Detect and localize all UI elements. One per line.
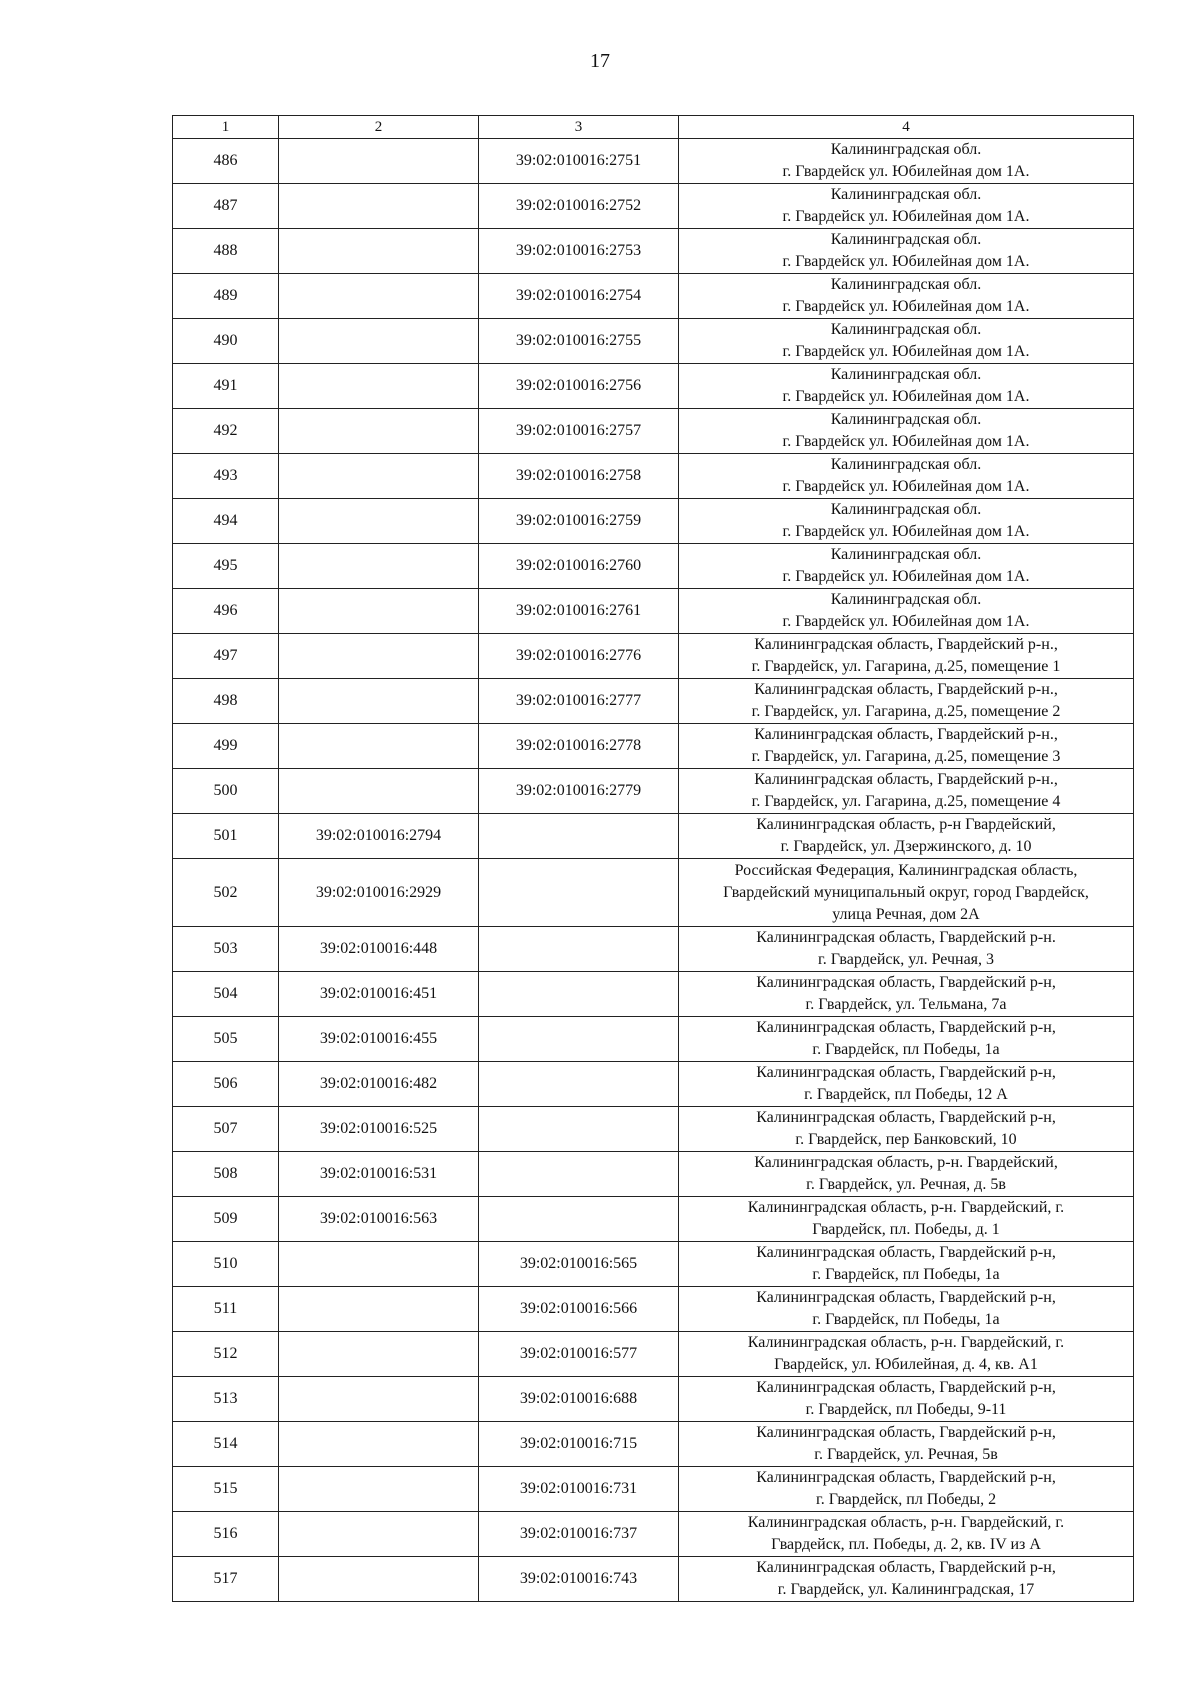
cadastral-number-cell-col2: 39:02:010016:525: [279, 1107, 479, 1152]
table-row: [173, 1017, 1134, 1062]
row-number-cell: 511: [173, 1287, 279, 1332]
cadastral-number-cell-col2: [279, 1377, 479, 1422]
cadastral-number-cell-col2: [279, 184, 479, 229]
cadastral-number-cell-col3: 39:02:010016:688: [479, 1377, 679, 1422]
row-number-cell: 491: [173, 364, 279, 409]
row-number-cell: 495: [173, 544, 279, 589]
cadastral-number-cell-col2: 39:02:010016:2929: [279, 859, 479, 927]
row-number-cell: 488: [173, 229, 279, 274]
cadastral-number-cell-col2: [279, 1287, 479, 1332]
address-cell: Калининградская область, Гвардейский р-н, г. Гвардейск, пл Победы, 1а: [679, 1242, 1134, 1287]
cadastral-number-cell-col2: [279, 1422, 479, 1467]
table-row: [173, 1197, 1134, 1242]
address-cell: Калининградская область, Гвардейский р-н, г. Гвардейск, ул. Тельмана, 7а: [679, 972, 1134, 1017]
cadastral-number-cell-col3: 39:02:010016:2777: [479, 679, 679, 724]
cadastral-number-cell-col2: [279, 544, 479, 589]
cadastral-number-cell-col3: 39:02:010016:2760: [479, 544, 679, 589]
cadastral-number-cell-col2: 39:02:010016:2794: [279, 814, 479, 859]
cadastral-number-cell-col3: 39:02:010016:2759: [479, 499, 679, 544]
address-cell: Калининградская обл. г. Гвардейск ул. Юбилейная дом 1А.: [679, 274, 1134, 319]
cadastral-number-cell-col3: 39:02:010016:2756: [479, 364, 679, 409]
cadastral-number-cell-col2: [279, 409, 479, 454]
table-row: [173, 544, 1134, 589]
cadastral-number-cell-col2: [279, 1467, 479, 1512]
column-header-1: 1: [173, 116, 279, 139]
table-row: [173, 1332, 1134, 1377]
cadastral-number-cell-col2: [279, 1242, 479, 1287]
address-cell: Калининградская область, Гвардейский р-н, г. Гвардейск, пл Победы, 2: [679, 1467, 1134, 1512]
row-number-cell: 515: [173, 1467, 279, 1512]
row-number-cell: 490: [173, 319, 279, 364]
cadastral-number-cell-col3: 39:02:010016:2778: [479, 724, 679, 769]
registry-table: [172, 115, 1134, 1602]
table-row: [173, 364, 1134, 409]
table-row: [173, 1152, 1134, 1197]
cadastral-number-cell-col2: 39:02:010016:451: [279, 972, 479, 1017]
cadastral-number-cell-col2: [279, 589, 479, 634]
cadastral-number-cell-col3: 39:02:010016:2779: [479, 769, 679, 814]
cadastral-number-cell-col2: [279, 1332, 479, 1377]
row-number-cell: 506: [173, 1062, 279, 1107]
cadastral-number-cell-col3: 39:02:010016:2754: [479, 274, 679, 319]
row-number-cell: 498: [173, 679, 279, 724]
cadastral-number-cell-col3: 39:02:010016:2755: [479, 319, 679, 364]
cadastral-number-cell-col2: [279, 319, 479, 364]
cadastral-number-cell-col2: 39:02:010016:563: [279, 1197, 479, 1242]
cadastral-number-cell-col3: 39:02:010016:743: [479, 1557, 679, 1602]
table-row: [173, 634, 1134, 679]
table-row: [173, 1242, 1134, 1287]
cadastral-number-cell-col2: [279, 1557, 479, 1602]
table-row: [173, 184, 1134, 229]
row-number-cell: 514: [173, 1422, 279, 1467]
address-cell: Калининградская область, Гвардейский р-н., г. Гвардейск, ул. Гагарина, д.25, помещение 1: [679, 634, 1134, 679]
row-number-cell: 500: [173, 769, 279, 814]
address-cell: Калининградская обл. г. Гвардейск ул. Юбилейная дом 1А.: [679, 184, 1134, 229]
address-cell: Калининградская область, Гвардейский р-н., г. Гвардейск, ул. Гагарина, д.25, помещение 4: [679, 769, 1134, 814]
cadastral-number-cell-col2: 39:02:010016:448: [279, 927, 479, 972]
cadastral-number-cell-col2: [279, 769, 479, 814]
table-row: [173, 274, 1134, 319]
row-number-cell: 496: [173, 589, 279, 634]
address-cell: Калининградская область, р-н. Гвардейский, г. Гвардейск, пл. Победы, д. 2, кв. IV из А: [679, 1512, 1134, 1557]
row-number-cell: 501: [173, 814, 279, 859]
table-row: [173, 859, 1134, 927]
table-row: [173, 499, 1134, 544]
cadastral-number-cell-col2: 39:02:010016:455: [279, 1017, 479, 1062]
row-number-cell: 510: [173, 1242, 279, 1287]
cadastral-number-cell-col3: [479, 814, 679, 859]
cadastral-number-cell-col2: [279, 229, 479, 274]
address-cell: Калининградская область, р-н. Гвардейский, г. Гвардейск, ул. Юбилейная, д. 4, кв. А1: [679, 1332, 1134, 1377]
row-number-cell: 499: [173, 724, 279, 769]
column-header-2: 2: [279, 116, 479, 139]
address-cell: Калининградская область, р-н. Гвардейский, г. Гвардейск, ул. Речная, д. 5в: [679, 1152, 1134, 1197]
cadastral-number-cell-col2: 39:02:010016:482: [279, 1062, 479, 1107]
address-cell: Калининградская обл. г. Гвардейск ул. Юбилейная дом 1А.: [679, 544, 1134, 589]
table-row: [173, 319, 1134, 364]
table-row: [173, 1467, 1134, 1512]
address-cell: Калининградская область, р-н. Гвардейский, г. Гвардейск, пл. Победы, д. 1: [679, 1197, 1134, 1242]
cadastral-number-cell-col2: [279, 499, 479, 544]
cadastral-number-cell-col3: 39:02:010016:577: [479, 1332, 679, 1377]
address-cell: Калининградская область, Гвардейский р-н, г. Гвардейск, ул. Калининградская, 17: [679, 1557, 1134, 1602]
cadastral-number-cell-col3: [479, 927, 679, 972]
cadastral-number-cell-col3: 39:02:010016:565: [479, 1242, 679, 1287]
address-cell: Калининградская область, Гвардейский р-н, г. Гвардейск, пл Победы, 9-11: [679, 1377, 1134, 1422]
address-cell: Калининградская обл. г. Гвардейск ул. Юбилейная дом 1А.: [679, 364, 1134, 409]
row-number-cell: 509: [173, 1197, 279, 1242]
table-row: [173, 589, 1134, 634]
row-number-cell: 489: [173, 274, 279, 319]
page-number: 17: [590, 50, 610, 72]
cadastral-number-cell-col2: [279, 274, 479, 319]
address-cell: Калининградская обл. г. Гвардейск ул. Юбилейная дом 1А.: [679, 229, 1134, 274]
cadastral-number-cell-col2: [279, 634, 479, 679]
row-number-cell: 497: [173, 634, 279, 679]
address-cell: Калининградская область, Гвардейский р-н., г. Гвардейск, ул. Гагарина, д.25, помещение 2: [679, 679, 1134, 724]
table-row: [173, 927, 1134, 972]
table-row: [173, 724, 1134, 769]
cadastral-number-cell-col3: 39:02:010016:2753: [479, 229, 679, 274]
table-header: [173, 116, 1134, 139]
address-cell: Калининградская обл. г. Гвардейск ул. Юбилейная дом 1А.: [679, 409, 1134, 454]
table-row: [173, 1422, 1134, 1467]
table-row: [173, 229, 1134, 274]
table-row: [173, 1107, 1134, 1152]
address-cell: Калининградская область, Гвардейский р-н, г. Гвардейск, ул. Речная, 5в: [679, 1422, 1134, 1467]
cadastral-number-cell-col2: [279, 364, 479, 409]
address-cell: Калининградская обл. г. Гвардейск ул. Юбилейная дом 1А.: [679, 499, 1134, 544]
cadastral-number-cell-col3: 39:02:010016:2757: [479, 409, 679, 454]
table-row: [173, 814, 1134, 859]
row-number-cell: 502: [173, 859, 279, 927]
cadastral-number-cell-col3: 39:02:010016:2752: [479, 184, 679, 229]
table-row: [173, 454, 1134, 499]
address-cell: Калининградская область, Гвардейский р-н, г. Гвардейск, пл Победы, 1а: [679, 1287, 1134, 1332]
cadastral-number-cell-col2: [279, 724, 479, 769]
row-number-cell: 504: [173, 972, 279, 1017]
row-number-cell: 507: [173, 1107, 279, 1152]
cadastral-number-cell-col2: [279, 139, 479, 184]
address-cell: Калининградская область, Гвардейский р-н, г. Гвардейск, пл Победы, 12 А: [679, 1062, 1134, 1107]
address-cell: Калининградская область, Гвардейский р-н, г. Гвардейск, пер Банковский, 10: [679, 1107, 1134, 1152]
address-cell: Калининградская область, Гвардейский р-н, г. Гвардейск, пл Победы, 1а: [679, 1017, 1134, 1062]
row-number-cell: 503: [173, 927, 279, 972]
row-number-cell: 493: [173, 454, 279, 499]
address-cell: Калининградская область, Гвардейский р-н., г. Гвардейск, ул. Гагарина, д.25, помещение 3: [679, 724, 1134, 769]
cadastral-number-cell-col3: 39:02:010016:2761: [479, 589, 679, 634]
cadastral-number-cell-col3: 39:02:010016:2776: [479, 634, 679, 679]
row-number-cell: 494: [173, 499, 279, 544]
row-number-cell: 508: [173, 1152, 279, 1197]
cadastral-number-cell-col3: 39:02:010016:566: [479, 1287, 679, 1332]
row-number-cell: 516: [173, 1512, 279, 1557]
cadastral-number-cell-col2: [279, 679, 479, 724]
row-number-cell: 492: [173, 409, 279, 454]
table-row: [173, 1062, 1134, 1107]
cadastral-number-cell-col3: [479, 1152, 679, 1197]
cadastral-number-cell-col3: [479, 1107, 679, 1152]
cadastral-number-cell-col3: 39:02:010016:2751: [479, 139, 679, 184]
row-number-cell: 487: [173, 184, 279, 229]
row-number-cell: 517: [173, 1557, 279, 1602]
table-row: [173, 1377, 1134, 1422]
table-row: [173, 679, 1134, 724]
cadastral-number-cell-col3: [479, 1062, 679, 1107]
table-row: [173, 139, 1134, 184]
header-row: [173, 116, 1134, 139]
address-cell: Калининградская область, р-н Гвардейский, г. Гвардейск, ул. Дзержинского, д. 10: [679, 814, 1134, 859]
cadastral-number-cell-col3: 39:02:010016:737: [479, 1512, 679, 1557]
row-number-cell: 513: [173, 1377, 279, 1422]
table-body: [173, 139, 1134, 1602]
cadastral-number-cell-col3: [479, 972, 679, 1017]
table-row: [173, 409, 1134, 454]
cadastral-number-cell-col3: [479, 1017, 679, 1062]
address-cell: Российская Федерация, Калининградская область, Гвардейский муниципальный округ, город Гвардейск, улица Речная, дом 2А: [679, 859, 1134, 927]
table-row: [173, 1512, 1134, 1557]
cadastral-number-cell-col3: 39:02:010016:715: [479, 1422, 679, 1467]
column-header-3: 3: [479, 116, 679, 139]
column-header-4: 4: [679, 116, 1134, 139]
table-row: [173, 1557, 1134, 1602]
cadastral-number-cell-col2: [279, 1512, 479, 1557]
address-cell: Калининградская обл. г. Гвардейск ул. Юбилейная дом 1А.: [679, 589, 1134, 634]
table-row: [173, 1287, 1134, 1332]
table-row: [173, 972, 1134, 1017]
cadastral-number-cell-col3: [479, 859, 679, 927]
address-cell: Калининградская обл. г. Гвардейск ул. Юбилейная дом 1А.: [679, 454, 1134, 499]
cadastral-number-cell-col3: 39:02:010016:2758: [479, 454, 679, 499]
address-cell: Калининградская область, Гвардейский р-н. г. Гвардейск, ул. Речная, 3: [679, 927, 1134, 972]
row-number-cell: 505: [173, 1017, 279, 1062]
row-number-cell: 512: [173, 1332, 279, 1377]
cadastral-number-cell-col2: [279, 454, 479, 499]
row-number-cell: 486: [173, 139, 279, 184]
table-row: [173, 769, 1134, 814]
address-cell: Калининградская обл. г. Гвардейск ул. Юбилейная дом 1А.: [679, 139, 1134, 184]
address-cell: Калининградская обл. г. Гвардейск ул. Юбилейная дом 1А.: [679, 319, 1134, 364]
cadastral-number-cell-col3: [479, 1197, 679, 1242]
cadastral-number-cell-col3: 39:02:010016:731: [479, 1467, 679, 1512]
cadastral-number-cell-col2: 39:02:010016:531: [279, 1152, 479, 1197]
